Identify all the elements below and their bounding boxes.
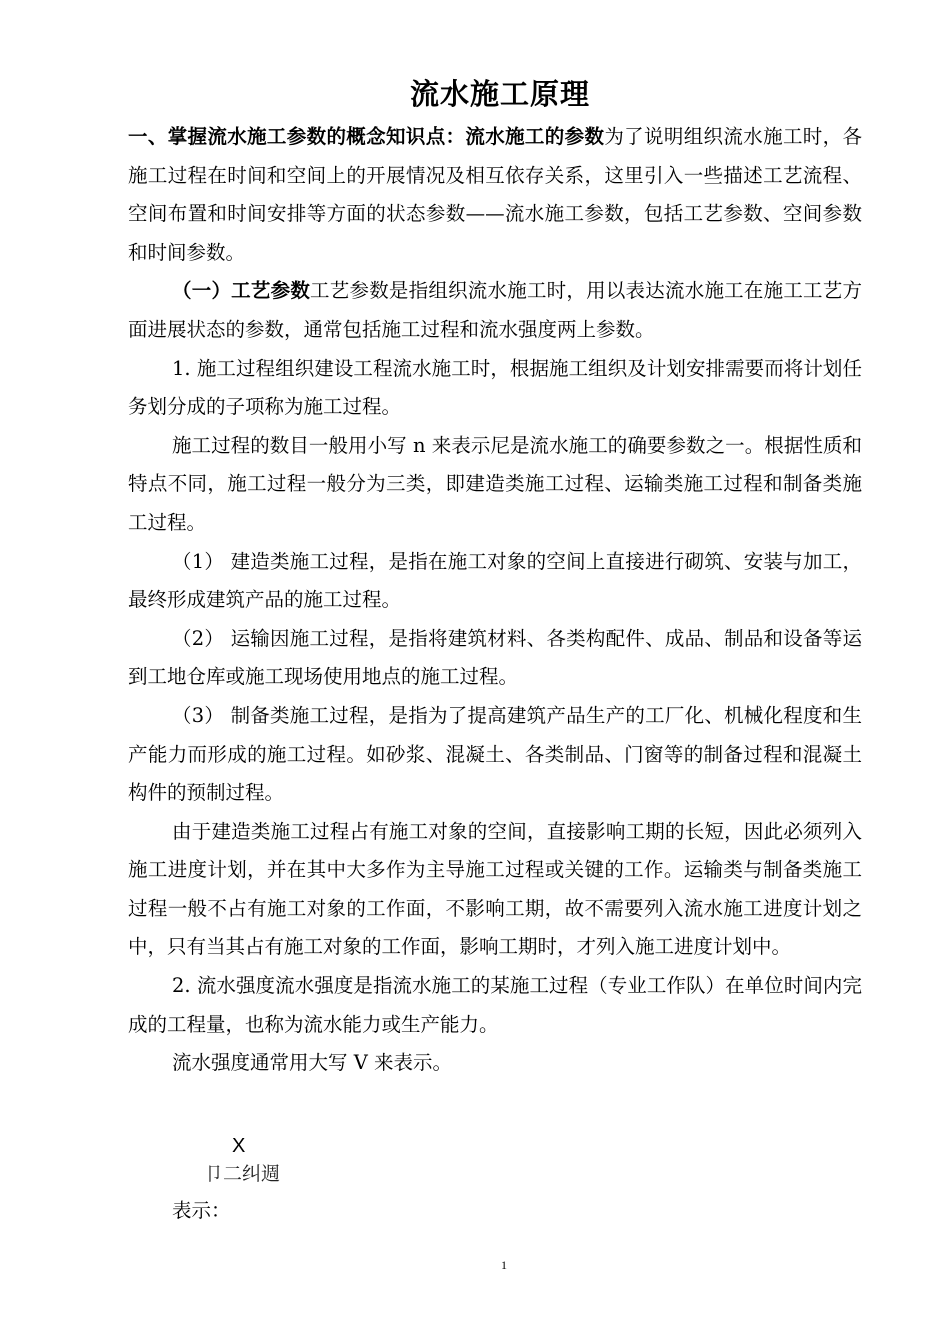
formula-variable: X <box>232 1135 246 1157</box>
paragraph-3: 1. 施工过程组织建设工程流水施工时，根据施工组织及计划安排需要而将计划任务划分成的子项称为施工过程。 <box>128 356 862 419</box>
subsection-heading: （一）工艺参数 <box>172 279 311 303</box>
paragraph-text: 为了说明组织流水施工时，各施工过程在时间和空间上的开展情况及相互依存关系，这里引入一些描述工艺流程、空间布置和时间安排等方面的状态参数——流水施工参数，包括工艺参数、空间参数和时间参数。 <box>128 125 862 264</box>
paragraph-6: （2） 运输因施工过程，是指将建筑材料、各类构配件、成品、制品和设备等运到工地仓库或施工现场使用地点的施工过程。 <box>128 626 862 689</box>
section-heading: 一、掌握流水施工参数的概念知识点：流水施工的参数 <box>128 125 605 148</box>
paragraph-4: 施工过程的数目一般用小写 n 来表示尼是流水施工的确要参数之一。根据性质和特点不同，施工过程一般分为三类，即建造类施工过程、运输类施工过程和制备类施工过程。 <box>128 433 862 534</box>
page-number: 1 <box>501 1258 507 1272</box>
page-title: 流水施工原理 <box>409 77 590 111</box>
document-body <box>128 118 862 1083</box>
show-label: 表示： <box>172 1199 231 1222</box>
formula-expression: 卩二纠週 <box>204 1163 281 1185</box>
paragraph-5: （1） 建造类施工过程，是指在施工对象的空间上直接进行砌筑、安装与加工，最终形成建筑产品的施工过程。 <box>128 549 862 612</box>
paragraph-7: （3） 制备类施工过程，是指为了提高建筑产品生产的工厂化、机械化程度和生产能力而形成的施工过程。如砂浆、混凝土、各类制品、门窗等的制备过程和混凝土构件的预制过程。 <box>128 703 862 805</box>
paragraph-1 <box>128 118 862 272</box>
paragraph-9: 2. 流水强度流水强度是指流水施工的某施工过程（专业工作队）在单位时间内完成的工程量，也称为流水能力或生产能力。 <box>128 974 862 1036</box>
paragraph-text: 工艺参数是指组织流水施工时，用以表达流水施工在施工工艺方面进展状态的参数，通常包括施工过程和流水强度两上参数。 <box>128 279 862 341</box>
paragraph-10: 流水强度通常用大写 V 来表示。 <box>172 1051 452 1075</box>
paragraph-2 <box>128 272 862 349</box>
paragraph-8: 由于建造类施工过程占有施工对象的空间，直接影响工期的长短，因此必须列入施工进度计划，并在其中大多作为主导施工过程或关键的工作。运输类与制备类施工过程一般不占有施工对象的工作面，不影响工期，故不需要列入流水施工进度计划之中，只有当其占有施工对象的工作面，影响工期时，才列入施工进度计划中。 <box>128 819 862 959</box>
